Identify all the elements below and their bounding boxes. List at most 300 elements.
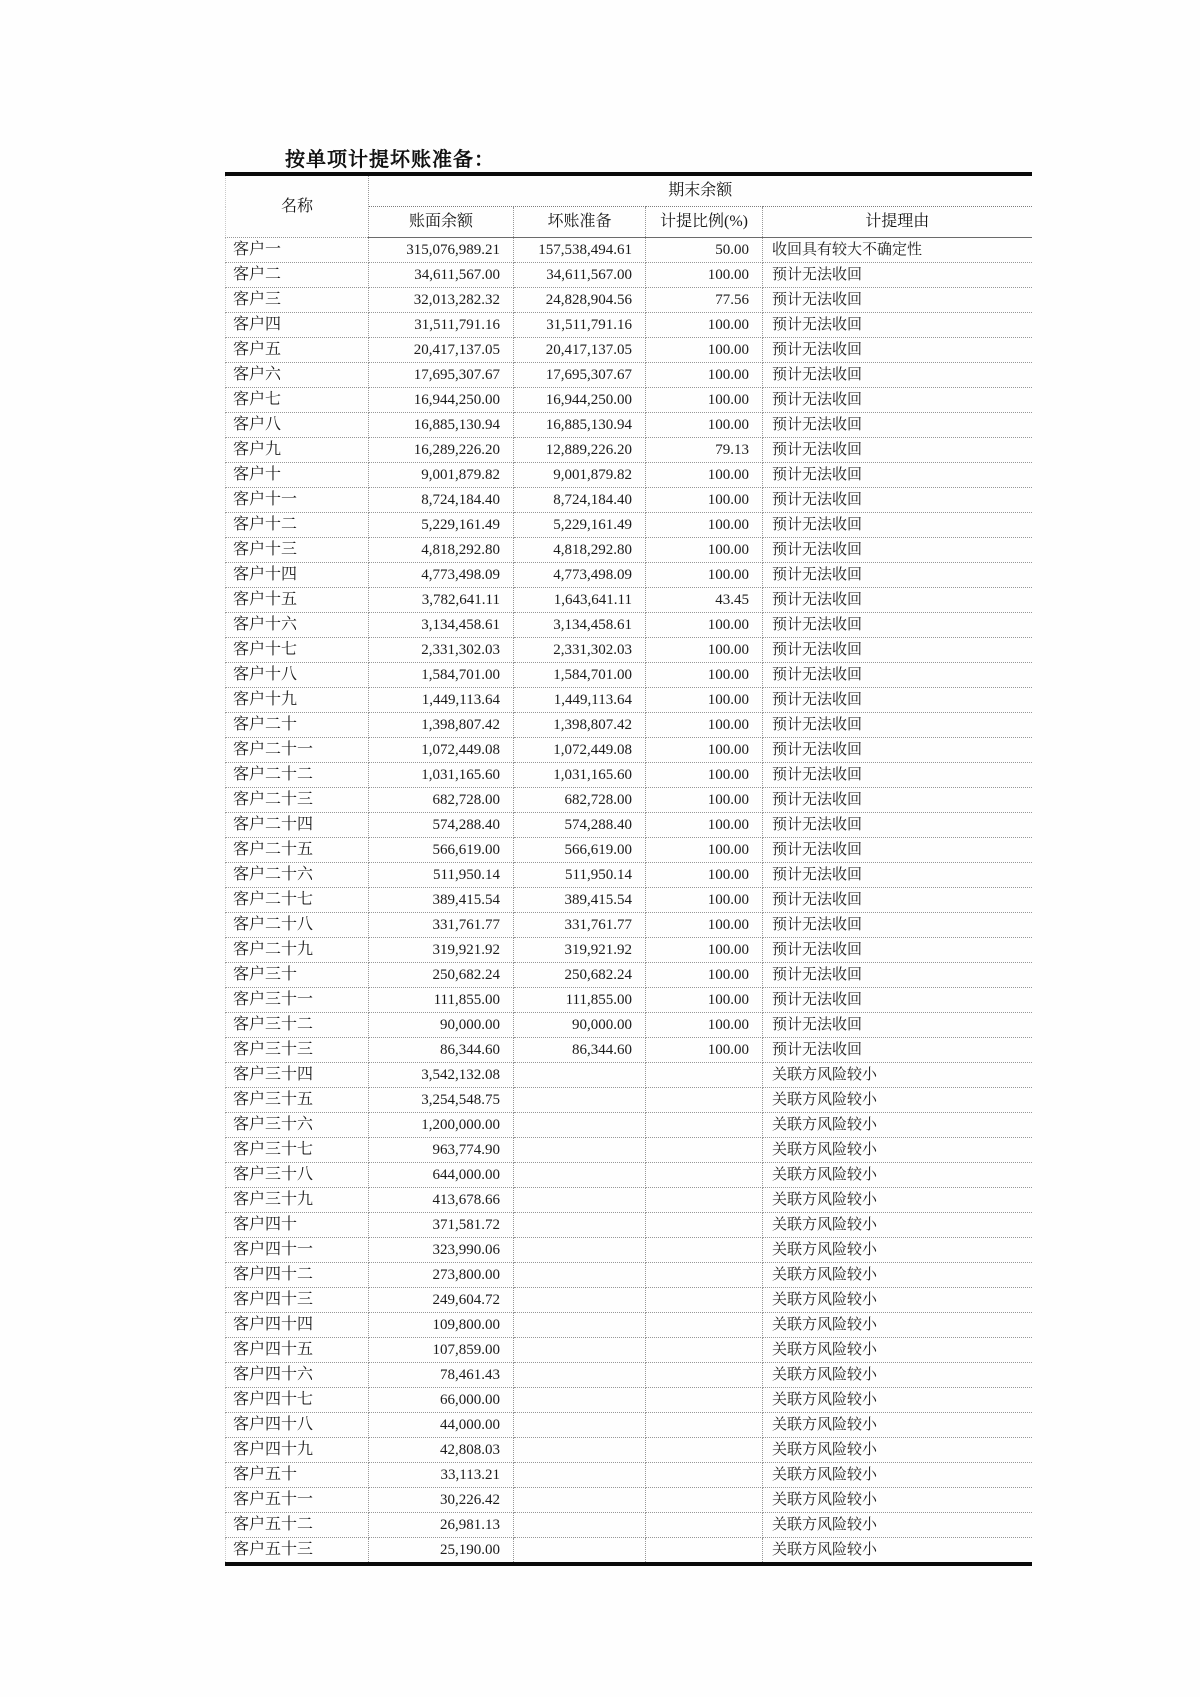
customer-name-cell: 客户四十六 (226, 1363, 369, 1388)
table-row (226, 638, 1032, 663)
provision-reason-cell: 预计无法收回 (763, 963, 1032, 988)
provision-ratio-cell: 100.00 (646, 1013, 763, 1038)
bad-debt-provision-cell (514, 1538, 646, 1565)
bad-debt-provision-cell: 86,344.60 (514, 1038, 646, 1063)
provision-ratio-cell (646, 1138, 763, 1163)
customer-name-cell: 客户十六 (226, 613, 369, 638)
provision-ratio-cell (646, 1413, 763, 1438)
table-row (226, 513, 1032, 538)
bad-debt-provision-cell (514, 1288, 646, 1313)
bad-debt-provision-cell: 157,538,494.61 (514, 238, 646, 263)
table-row (226, 588, 1032, 613)
bad-debt-provision-cell (514, 1213, 646, 1238)
customer-name-cell: 客户三十三 (226, 1038, 369, 1063)
table-row (226, 1538, 1032, 1565)
customer-name-cell: 客户四十九 (226, 1438, 369, 1463)
provision-ratio-cell: 77.56 (646, 288, 763, 313)
provision-ratio-cell: 100.00 (646, 988, 763, 1013)
customer-name-cell: 客户二十五 (226, 838, 369, 863)
customer-name-cell: 客户四十 (226, 1213, 369, 1238)
provision-reason-cell: 关联方风险较小 (763, 1288, 1032, 1313)
customer-name-cell: 客户十四 (226, 563, 369, 588)
customer-name-cell: 客户四十一 (226, 1238, 369, 1263)
book-balance-cell: 250,682.24 (369, 963, 514, 988)
book-balance-cell: 644,000.00 (369, 1163, 514, 1188)
table-row (226, 438, 1032, 463)
book-balance-cell: 249,604.72 (369, 1288, 514, 1313)
customer-name-cell: 客户十 (226, 463, 369, 488)
provision-ratio-cell: 100.00 (646, 538, 763, 563)
provision-ratio-cell: 100.00 (646, 888, 763, 913)
provision-ratio-cell (646, 1188, 763, 1213)
book-balance-cell: 315,076,989.21 (369, 238, 514, 263)
provision-reason-cell: 预计无法收回 (763, 738, 1032, 763)
provision-ratio-cell (646, 1088, 763, 1113)
book-balance-cell: 30,226.42 (369, 1488, 514, 1513)
bad-debt-provision-cell: 1,072,449.08 (514, 738, 646, 763)
book-balance-cell: 33,113.21 (369, 1463, 514, 1488)
provision-reason-cell: 预计无法收回 (763, 288, 1032, 313)
customer-name-cell: 客户五十一 (226, 1488, 369, 1513)
customer-name-cell: 客户二 (226, 263, 369, 288)
bad-debt-provision-cell: 1,398,807.42 (514, 713, 646, 738)
provision-reason-cell: 预计无法收回 (763, 513, 1032, 538)
book-balance-cell: 371,581.72 (369, 1213, 514, 1238)
book-balance-cell: 90,000.00 (369, 1013, 514, 1038)
bad-debt-provision-cell: 5,229,161.49 (514, 513, 646, 538)
provision-reason-cell: 预计无法收回 (763, 488, 1032, 513)
bad-debt-provision-cell: 574,288.40 (514, 813, 646, 838)
section-title: 按单项计提坏账准备： (285, 149, 495, 171)
table-row (226, 1263, 1032, 1288)
table-row (226, 388, 1032, 413)
provision-reason-cell: 预计无法收回 (763, 438, 1032, 463)
table-row (226, 1238, 1032, 1263)
provision-reason-cell: 关联方风险较小 (763, 1363, 1032, 1388)
provision-reason-cell: 预计无法收回 (763, 463, 1032, 488)
customer-name-cell: 客户十二 (226, 513, 369, 538)
provision-ratio-cell: 100.00 (646, 488, 763, 513)
table-row (226, 1163, 1032, 1188)
provision-reason-cell: 预计无法收回 (763, 588, 1032, 613)
book-balance-cell: 1,584,701.00 (369, 663, 514, 688)
book-balance-cell: 78,461.43 (369, 1363, 514, 1388)
table-row (226, 813, 1032, 838)
table-row (226, 763, 1032, 788)
bad-debt-provision-cell (514, 1238, 646, 1263)
book-balance-cell: 5,229,161.49 (369, 513, 514, 538)
customer-name-cell: 客户三十五 (226, 1088, 369, 1113)
customer-name-cell: 客户三十八 (226, 1163, 369, 1188)
table-row (226, 1138, 1032, 1163)
book-balance-cell: 1,072,449.08 (369, 738, 514, 763)
provision-reason-cell: 预计无法收回 (763, 388, 1032, 413)
provision-ratio-cell (646, 1488, 763, 1513)
table-row (226, 1213, 1032, 1238)
customer-name-cell: 客户五十二 (226, 1513, 369, 1538)
provision-ratio-cell: 100.00 (646, 713, 763, 738)
bad-debt-provision-cell: 16,885,130.94 (514, 413, 646, 438)
provision-reason-cell: 预计无法收回 (763, 813, 1032, 838)
bad-debt-provision-cell: 682,728.00 (514, 788, 646, 813)
provision-reason-cell: 关联方风险较小 (763, 1313, 1032, 1338)
table-row (226, 563, 1032, 588)
table-row (226, 1088, 1032, 1113)
customer-name-cell: 客户四十七 (226, 1388, 369, 1413)
customer-name-cell: 客户七 (226, 388, 369, 413)
customer-name-cell: 客户五十 (226, 1463, 369, 1488)
provision-reason-cell: 关联方风险较小 (763, 1138, 1032, 1163)
book-balance-cell: 323,990.06 (369, 1238, 514, 1263)
provision-ratio-cell: 100.00 (646, 688, 763, 713)
customer-name-cell: 客户三十七 (226, 1138, 369, 1163)
provision-reason-cell: 收回具有较大不确定性 (763, 238, 1032, 263)
provision-reason-cell: 关联方风险较小 (763, 1088, 1032, 1113)
table-row (226, 688, 1032, 713)
customer-name-cell: 客户五十三 (226, 1538, 369, 1565)
provision-ratio-cell: 100.00 (646, 738, 763, 763)
provision-ratio-cell: 100.00 (646, 863, 763, 888)
book-balance-cell: 25,190.00 (369, 1538, 514, 1565)
book-balance-cell: 20,417,137.05 (369, 338, 514, 363)
bad-debt-provision-cell (514, 1138, 646, 1163)
table-row (226, 1413, 1032, 1438)
book-balance-cell: 3,542,132.08 (369, 1063, 514, 1088)
bad-debt-provision-cell (514, 1113, 646, 1138)
provision-ratio-cell: 43.45 (646, 588, 763, 613)
table-row (226, 838, 1032, 863)
provision-reason-cell: 预计无法收回 (763, 338, 1032, 363)
customer-name-cell: 客户八 (226, 413, 369, 438)
book-balance-cell: 2,331,302.03 (369, 638, 514, 663)
bad-debt-provision-cell (514, 1388, 646, 1413)
bad-debt-provision-cell (514, 1463, 646, 1488)
bad-debt-provision-cell (514, 1188, 646, 1213)
provision-ratio-cell (646, 1213, 763, 1238)
customer-name-cell: 客户十九 (226, 688, 369, 713)
col-header-bad-debt-provision: 坏账准备 (514, 207, 646, 238)
provision-ratio-cell (646, 1263, 763, 1288)
table-row (226, 788, 1032, 813)
provision-reason-cell: 预计无法收回 (763, 563, 1032, 588)
provision-ratio-cell (646, 1113, 763, 1138)
table-row (226, 963, 1032, 988)
table-row (226, 1363, 1032, 1388)
provision-ratio-cell: 100.00 (646, 463, 763, 488)
customer-name-cell: 客户二十七 (226, 888, 369, 913)
book-balance-cell: 511,950.14 (369, 863, 514, 888)
provision-ratio-cell (646, 1288, 763, 1313)
customer-name-cell: 客户二十九 (226, 938, 369, 963)
provision-ratio-cell (646, 1513, 763, 1538)
table-row (226, 913, 1032, 938)
provision-reason-cell: 预计无法收回 (763, 888, 1032, 913)
book-balance-cell: 413,678.66 (369, 1188, 514, 1213)
bad-debt-provision-cell: 20,417,137.05 (514, 338, 646, 363)
customer-name-cell: 客户二十四 (226, 813, 369, 838)
customer-name-cell: 客户十三 (226, 538, 369, 563)
bad-debt-provision-cell (514, 1338, 646, 1363)
customer-name-cell: 客户十七 (226, 638, 369, 663)
book-balance-cell: 42,808.03 (369, 1438, 514, 1463)
provision-ratio-cell: 100.00 (646, 763, 763, 788)
provision-reason-cell: 预计无法收回 (763, 638, 1032, 663)
table-row (226, 488, 1032, 513)
table-row (226, 363, 1032, 388)
bad-debt-provision-cell: 1,643,641.11 (514, 588, 646, 613)
bad-debt-provision-cell: 566,619.00 (514, 838, 646, 863)
provision-reason-cell: 预计无法收回 (763, 938, 1032, 963)
table-row (226, 863, 1032, 888)
customer-name-cell: 客户六 (226, 363, 369, 388)
book-balance-cell: 574,288.40 (369, 813, 514, 838)
provision-ratio-cell: 100.00 (646, 1038, 763, 1063)
book-balance-cell: 389,415.54 (369, 888, 514, 913)
provision-reason-cell: 关联方风险较小 (763, 1338, 1032, 1363)
provision-reason-cell: 关联方风险较小 (763, 1413, 1032, 1438)
table-row (226, 1063, 1032, 1088)
customer-name-cell: 客户二十三 (226, 788, 369, 813)
provision-reason-cell: 预计无法收回 (763, 763, 1032, 788)
provision-ratio-cell: 100.00 (646, 663, 763, 688)
bad-debt-provision-cell (514, 1313, 646, 1338)
table-row (226, 1013, 1032, 1038)
provision-reason-cell: 关联方风险较小 (763, 1438, 1032, 1463)
provision-reason-cell: 预计无法收回 (763, 863, 1032, 888)
bad-debt-provision-cell: 34,611,567.00 (514, 263, 646, 288)
provision-reason-cell: 预计无法收回 (763, 363, 1032, 388)
customer-name-cell: 客户一 (226, 238, 369, 263)
provision-ratio-cell (646, 1388, 763, 1413)
provision-reason-cell: 预计无法收回 (763, 538, 1032, 563)
bad-debt-provision-cell: 1,584,701.00 (514, 663, 646, 688)
book-balance-cell: 3,134,458.61 (369, 613, 514, 638)
table-row (226, 263, 1032, 288)
bad-debt-provision-cell: 9,001,879.82 (514, 463, 646, 488)
bad-debt-provision-cell: 31,511,791.16 (514, 313, 646, 338)
table-row (226, 338, 1032, 363)
bad-debt-provision-cell: 24,828,904.56 (514, 288, 646, 313)
provision-reason-cell: 预计无法收回 (763, 713, 1032, 738)
provision-ratio-cell: 100.00 (646, 513, 763, 538)
bad-debt-provision-cell: 3,134,458.61 (514, 613, 646, 638)
provision-ratio-cell: 100.00 (646, 388, 763, 413)
provision-reason-cell: 预计无法收回 (763, 913, 1032, 938)
book-balance-cell: 566,619.00 (369, 838, 514, 863)
provision-ratio-cell: 100.00 (646, 263, 763, 288)
provision-reason-cell: 预计无法收回 (763, 788, 1032, 813)
table-row (226, 713, 1032, 738)
book-balance-cell: 16,944,250.00 (369, 388, 514, 413)
book-balance-cell: 17,695,307.67 (369, 363, 514, 388)
provision-reason-cell: 关联方风险较小 (763, 1463, 1032, 1488)
book-balance-cell: 34,611,567.00 (369, 263, 514, 288)
table-row (226, 1313, 1032, 1338)
provision-ratio-cell (646, 1538, 763, 1565)
bad-debt-provision-cell: 1,031,165.60 (514, 763, 646, 788)
book-balance-cell: 3,254,548.75 (369, 1088, 514, 1113)
bad-debt-provision-cell: 511,950.14 (514, 863, 646, 888)
book-balance-cell: 16,885,130.94 (369, 413, 514, 438)
table-row (226, 1338, 1032, 1363)
provision-ratio-cell: 100.00 (646, 913, 763, 938)
bad-debt-provision-cell: 4,818,292.80 (514, 538, 646, 563)
provision-ratio-cell: 100.00 (646, 413, 763, 438)
provision-ratio-cell: 50.00 (646, 238, 763, 263)
table-row (226, 288, 1032, 313)
book-balance-cell: 1,449,113.64 (369, 688, 514, 713)
provision-ratio-cell (646, 1463, 763, 1488)
provision-reason-cell: 预计无法收回 (763, 663, 1032, 688)
bad-debt-provision-cell (514, 1063, 646, 1088)
provision-ratio-cell (646, 1238, 763, 1263)
provision-ratio-cell: 100.00 (646, 613, 763, 638)
table-row (226, 238, 1032, 263)
provision-ratio-cell: 100.00 (646, 788, 763, 813)
provision-ratio-cell: 100.00 (646, 638, 763, 663)
customer-name-cell: 客户四 (226, 313, 369, 338)
bad-debt-provision-cell: 8,724,184.40 (514, 488, 646, 513)
provision-ratio-cell: 100.00 (646, 963, 763, 988)
provision-ratio-cell (646, 1063, 763, 1088)
bad-debt-provision-cell (514, 1513, 646, 1538)
table-row (226, 1113, 1032, 1138)
customer-name-cell: 客户十八 (226, 663, 369, 688)
book-balance-cell: 107,859.00 (369, 1338, 514, 1363)
provision-reason-cell: 关联方风险较小 (763, 1488, 1032, 1513)
bad-debt-provision-cell: 4,773,498.09 (514, 563, 646, 588)
bad-debt-provision-cell: 331,761.77 (514, 913, 646, 938)
provision-ratio-cell: 100.00 (646, 338, 763, 363)
provision-reason-cell: 预计无法收回 (763, 988, 1032, 1013)
bad-debt-provision-cell: 17,695,307.67 (514, 363, 646, 388)
table-row (226, 1488, 1032, 1513)
table-row (226, 413, 1032, 438)
provision-ratio-cell: 79.13 (646, 438, 763, 463)
customer-name-cell: 客户三十六 (226, 1113, 369, 1138)
provision-reason-cell: 预计无法收回 (763, 263, 1032, 288)
provision-reason-cell: 关联方风险较小 (763, 1538, 1032, 1565)
book-balance-cell: 32,013,282.32 (369, 288, 514, 313)
customer-name-cell: 客户十五 (226, 588, 369, 613)
provision-reason-cell: 预计无法收回 (763, 313, 1032, 338)
bad-debt-provision-cell: 1,449,113.64 (514, 688, 646, 713)
customer-name-cell: 客户五 (226, 338, 369, 363)
bad-debt-provision-cell (514, 1263, 646, 1288)
bad-debt-provision-cell: 16,944,250.00 (514, 388, 646, 413)
table-row (226, 1188, 1032, 1213)
table-row (226, 1038, 1032, 1063)
provision-reason-cell: 预计无法收回 (763, 1038, 1032, 1063)
provision-ratio-cell: 100.00 (646, 313, 763, 338)
provision-reason-cell: 预计无法收回 (763, 838, 1032, 863)
book-balance-cell: 4,818,292.80 (369, 538, 514, 563)
table-row (226, 1388, 1032, 1413)
provision-reason-cell: 预计无法收回 (763, 413, 1032, 438)
customer-name-cell: 客户四十四 (226, 1313, 369, 1338)
provision-ratio-cell (646, 1438, 763, 1463)
bad-debt-provision-cell (514, 1163, 646, 1188)
book-balance-cell: 109,800.00 (369, 1313, 514, 1338)
table-row (226, 988, 1032, 1013)
col-header-provision-ratio: 计提比例(%) (646, 207, 763, 238)
customer-name-cell: 客户四十三 (226, 1288, 369, 1313)
bad-debt-provision-cell: 250,682.24 (514, 963, 646, 988)
provision-ratio-cell (646, 1313, 763, 1338)
col-header-ending-balance: 期末余额 (369, 174, 1032, 207)
customer-name-cell: 客户三十四 (226, 1063, 369, 1088)
table-row (226, 1513, 1032, 1538)
provision-reason-cell: 关联方风险较小 (763, 1388, 1032, 1413)
book-balance-cell: 273,800.00 (369, 1263, 514, 1288)
table-header (226, 174, 1032, 238)
provision-reason-cell: 预计无法收回 (763, 688, 1032, 713)
customer-name-cell: 客户四十五 (226, 1338, 369, 1363)
bad-debt-provision-cell (514, 1363, 646, 1388)
provision-reason-cell: 关联方风险较小 (763, 1263, 1032, 1288)
customer-name-cell: 客户三十一 (226, 988, 369, 1013)
book-balance-cell: 26,981.13 (369, 1513, 514, 1538)
bad-debt-provision-cell: 111,855.00 (514, 988, 646, 1013)
customer-name-cell: 客户二十六 (226, 863, 369, 888)
book-balance-cell: 4,773,498.09 (369, 563, 514, 588)
provision-ratio-cell: 100.00 (646, 363, 763, 388)
table-body (226, 238, 1032, 1565)
book-balance-cell: 86,344.60 (369, 1038, 514, 1063)
bad-debt-provision-cell (514, 1438, 646, 1463)
col-header-name: 名称 (226, 174, 369, 238)
table-row (226, 888, 1032, 913)
provision-reason-cell: 关联方风险较小 (763, 1213, 1032, 1238)
bad-debt-provision-cell: 90,000.00 (514, 1013, 646, 1038)
book-balance-cell: 9,001,879.82 (369, 463, 514, 488)
book-balance-cell: 331,761.77 (369, 913, 514, 938)
bad-debt-provision-cell: 319,921.92 (514, 938, 646, 963)
table-row (226, 1463, 1032, 1488)
customer-name-cell: 客户十一 (226, 488, 369, 513)
bad-debt-provision-cell: 2,331,302.03 (514, 638, 646, 663)
customer-name-cell: 客户三十 (226, 963, 369, 988)
bad-debt-provision-cell: 389,415.54 (514, 888, 646, 913)
book-balance-cell: 8,724,184.40 (369, 488, 514, 513)
customer-name-cell: 客户二十一 (226, 738, 369, 763)
provision-ratio-cell: 100.00 (646, 563, 763, 588)
provision-ratio-cell: 100.00 (646, 938, 763, 963)
book-balance-cell: 3,782,641.11 (369, 588, 514, 613)
col-header-provision-reason: 计提理由 (763, 207, 1032, 238)
table-row (226, 938, 1032, 963)
customer-name-cell: 客户三十二 (226, 1013, 369, 1038)
table-row (226, 738, 1032, 763)
bad-debt-provision-cell (514, 1088, 646, 1113)
book-balance-cell: 1,031,165.60 (369, 763, 514, 788)
customer-name-cell: 客户四十二 (226, 1263, 369, 1288)
table-row (226, 538, 1032, 563)
provision-reason-cell: 预计无法收回 (763, 1013, 1032, 1038)
book-balance-cell: 66,000.00 (369, 1388, 514, 1413)
table-row (226, 663, 1032, 688)
customer-name-cell: 客户二十 (226, 713, 369, 738)
bad-debt-provision-table (225, 172, 1032, 1566)
provision-ratio-cell: 100.00 (646, 838, 763, 863)
col-header-book-balance: 账面余额 (369, 207, 514, 238)
provision-ratio-cell: 100.00 (646, 813, 763, 838)
book-balance-cell: 682,728.00 (369, 788, 514, 813)
provision-reason-cell: 关联方风险较小 (763, 1238, 1032, 1263)
customer-name-cell: 客户九 (226, 438, 369, 463)
provision-reason-cell: 关联方风险较小 (763, 1163, 1032, 1188)
header-row-group (226, 174, 1032, 207)
